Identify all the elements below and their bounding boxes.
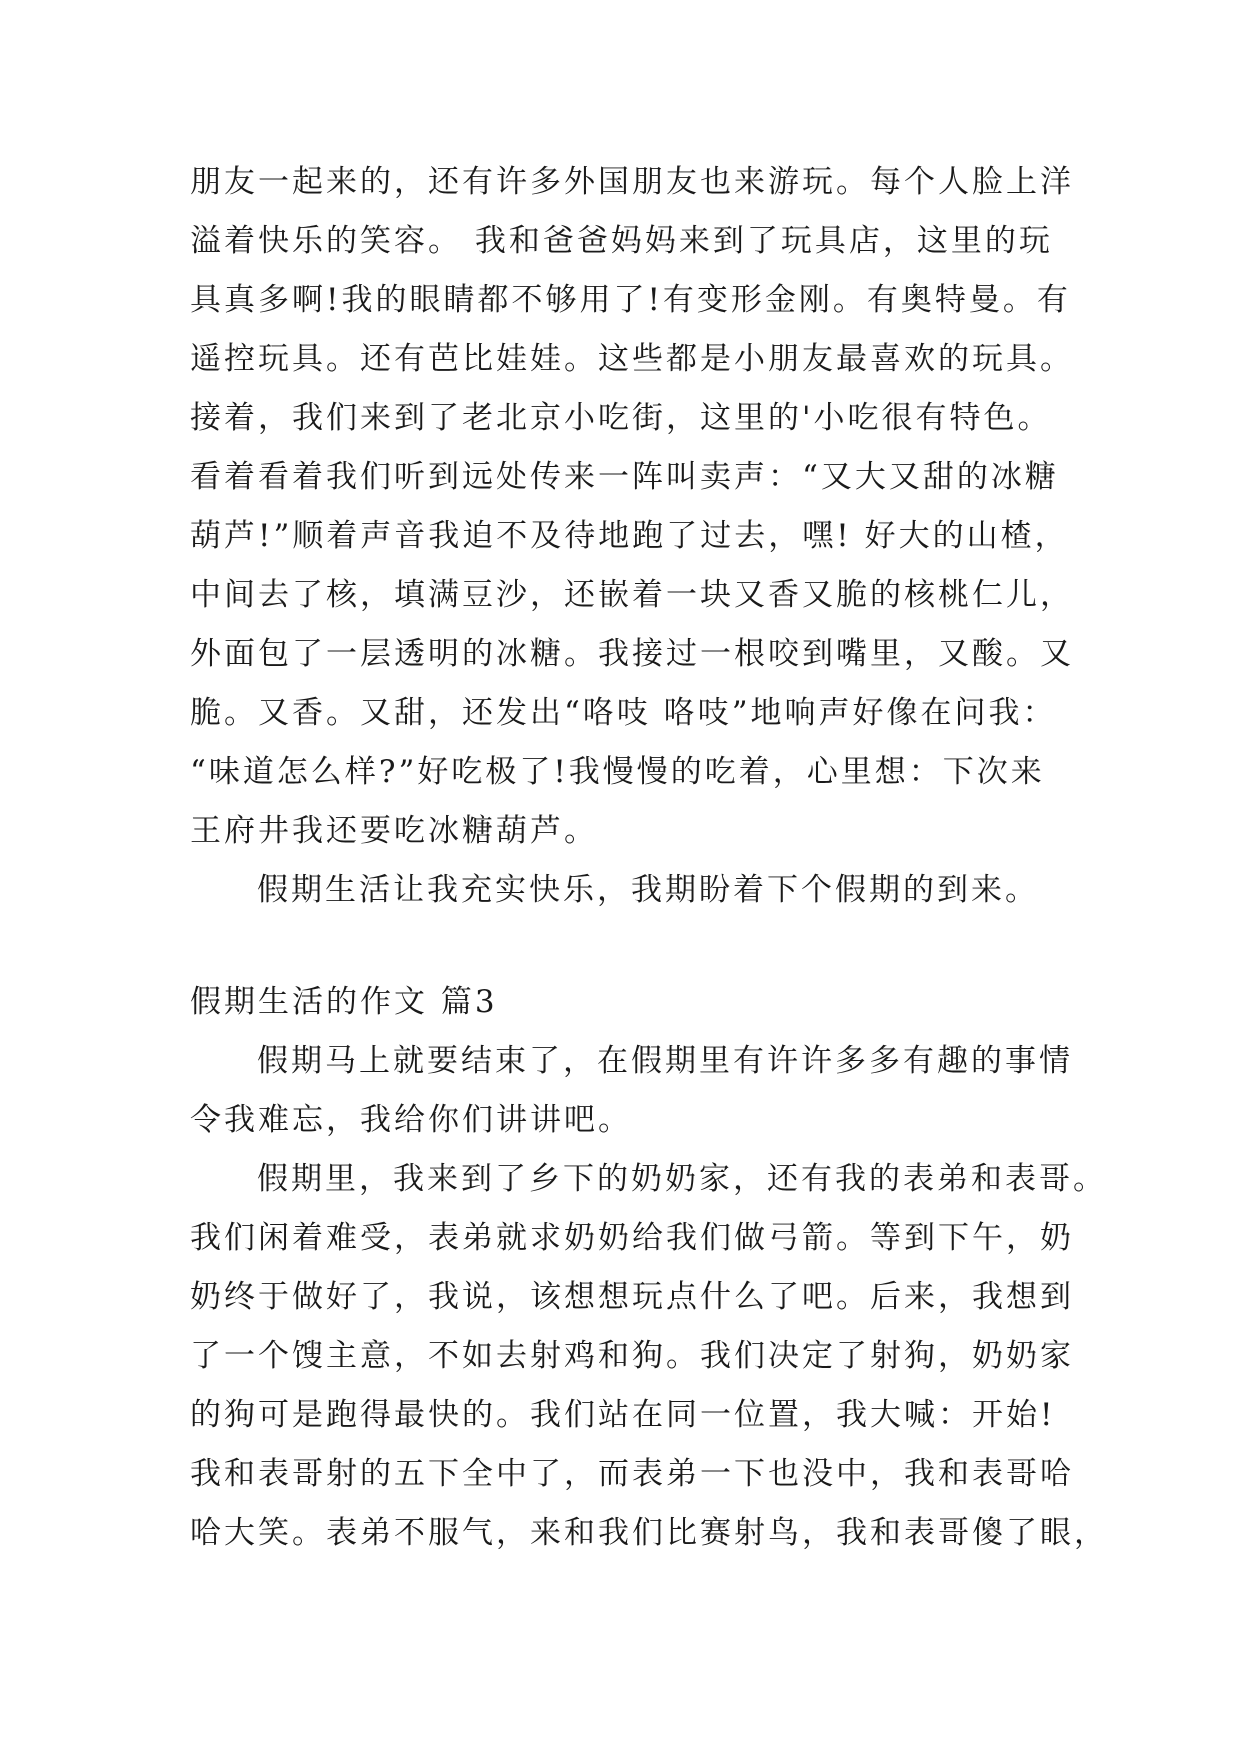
section-heading: 假期生活的作文 篇3 [190, 984, 498, 1020]
text-line: 中间去了核，填满豆沙，还嵌着一块又香又脆的核桃仁儿， [190, 577, 1074, 613]
text-line: “味道怎么样?”好吃极了!我慢慢的吃着，心里想：下次来 [190, 754, 1045, 790]
text-line: 遥控玩具。还有芭比娃娃。这些都是小朋友最喜欢的玩具。 [190, 341, 1074, 377]
closing-paragraph: 假期生活让我充实快乐，我期盼着下个假期的到来。 [257, 872, 1039, 908]
text-line: 接着，我们来到了老北京小吃街，这里的'小吃很有特色。 [190, 400, 1052, 436]
text-line: 我们闲着难受，表弟就求奶奶给我们做弓箭。等到下午，奶 [190, 1220, 1074, 1256]
text-line: 哈大笑。表弟不服气，来和我们比赛射鸟，我和表哥傻了眼， [190, 1515, 1108, 1551]
text-line: 具真多啊!我的眼睛都不够用了!有变形金刚。有奥特曼。有 [190, 282, 1071, 318]
text-line: 葫芦!”顺着声音我迫不及待地跑了过去，嘿! 好大的山楂， [190, 518, 1069, 554]
text-line: 令我难忘，我给你们讲讲吧。 [190, 1102, 632, 1138]
text-line: 外面包了一层透明的冰糖。我接过一根咬到嘴里，又酸。又 [190, 636, 1074, 672]
text-line: 看着看着我们听到远处传来一阵叫卖声：“又大又甜的冰糖 [190, 459, 1059, 495]
text-line: 奶终于做好了，我说，该想想玩点什么了吧。后来，我想到 [190, 1279, 1074, 1315]
text-line: 假期里，我来到了乡下的奶奶家，还有我的表弟和表哥。 [257, 1161, 1107, 1197]
text-line: 朋友一起来的，还有许多外国朋友也来游玩。每个人脸上洋 [190, 164, 1074, 200]
text-line: 王府井我还要吃冰糖葫芦。 [190, 813, 598, 849]
text-line: 溢着快乐的笑容。 我和爸爸妈妈来到了玩具店，这里的玩 [190, 223, 1053, 259]
text-line: 我和表哥射的五下全中了，而表弟一下也没中，我和表哥哈 [190, 1456, 1074, 1492]
text-line: 脆。又香。又甜，还发出“咯吱 咯吱”地响声好像在问我： [190, 695, 1057, 731]
text-line: 了一个馊主意，不如去射鸡和狗。我们决定了射狗，奶奶家 [190, 1338, 1074, 1374]
text-line: 的狗可是跑得最快的。我们站在同一位置，我大喊：开始! [190, 1397, 1056, 1433]
text-line: 假期马上就要结束了，在假期里有许许多多有趣的事情 [257, 1043, 1073, 1079]
